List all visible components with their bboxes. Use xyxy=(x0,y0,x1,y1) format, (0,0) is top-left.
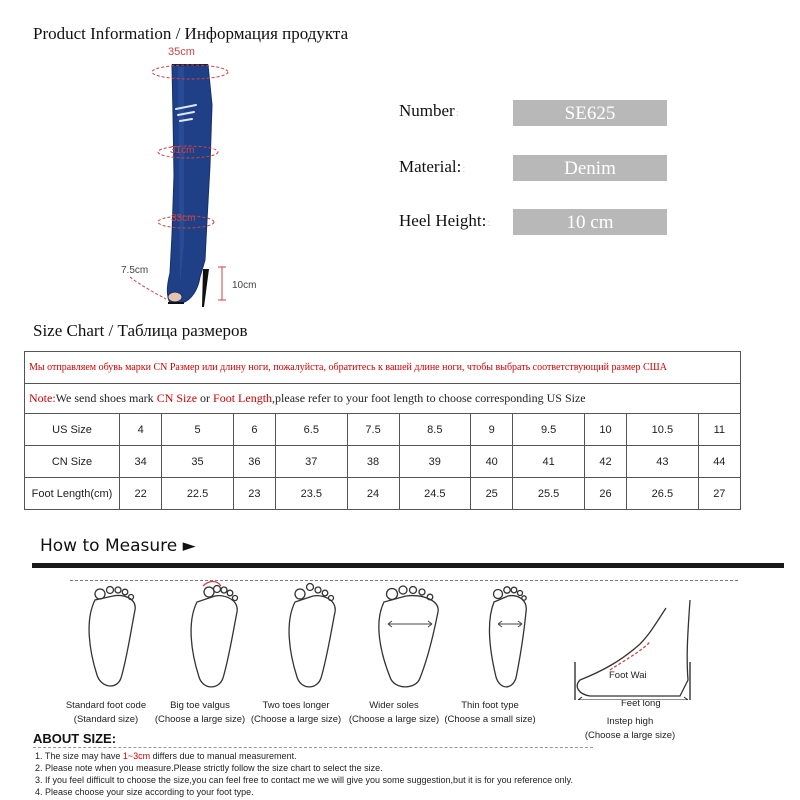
table-cell: 6.5 xyxy=(276,414,348,446)
table-cell: 39 xyxy=(399,446,471,478)
size-chart-title: Size Chart / Таблица размеров xyxy=(33,321,248,340)
measure-middle: 31cm xyxy=(170,145,195,156)
foot-wider-label: Wider soles (Choose a large size) xyxy=(348,700,440,725)
table-row-cn-size xyxy=(25,446,741,478)
foot-two-toes-icon xyxy=(289,584,335,687)
table-row-us-size xyxy=(25,414,741,446)
table-cell: 36 xyxy=(233,446,275,478)
table-cell: 25.5 xyxy=(513,478,585,510)
about-divider xyxy=(33,747,593,748)
table-cell: 24 xyxy=(347,478,399,510)
table-cell: 10 xyxy=(584,414,626,446)
table-cell: 6 xyxy=(233,414,275,446)
table-cell: 9.5 xyxy=(513,414,585,446)
row-header: US Size xyxy=(25,414,120,446)
table-cell: 8.5 xyxy=(399,414,471,446)
note-ru: Мы отправляем обувь марки CN Размер или длину ноги, пожалуйста, обратитесь к вашей длине ноги, чтобы выбрать соответствующий размер США xyxy=(25,352,741,384)
table-cell: 9 xyxy=(471,414,513,446)
spec-number-value: SE625 xyxy=(513,100,667,126)
table-cell: 11 xyxy=(698,414,740,446)
measure-heel: 10cm xyxy=(232,280,257,291)
instep-foot-wai: Foot Wai xyxy=(609,670,647,681)
measure-heel-foot: 7.5cm xyxy=(121,265,149,276)
product-info-title: Product Information / Информация продукта xyxy=(33,24,349,43)
foot-thin-label: Thin foot type (Choose a small size) xyxy=(444,700,536,725)
table-cell: 34 xyxy=(120,446,162,478)
table-cell: 43 xyxy=(627,446,699,478)
about-size-title: ABOUT SIZE: xyxy=(33,731,117,746)
table-cell: 40 xyxy=(471,446,513,478)
table-cell: 22.5 xyxy=(162,478,234,510)
foot-thin-icon xyxy=(490,587,527,687)
foot-valgus-icon xyxy=(191,582,237,687)
foot-instep-label: Instep high (Choose a large size) xyxy=(584,716,676,741)
foot-diagrams xyxy=(55,580,795,700)
about-item: 2. Please note when you measure.Please strictly follow the size chart to select the size. xyxy=(35,763,383,773)
table-row xyxy=(25,384,741,414)
measure-top: 35cm xyxy=(168,46,195,58)
measure-lower: 33cm xyxy=(171,213,196,224)
how-to-measure-title: How to Measure ► xyxy=(40,536,196,556)
foot-instep-icon xyxy=(575,600,690,700)
about-item: 3. If you feel difficult to choose the size,you can feel free to contact me we will give you some suggestion,but it is for you reference only. xyxy=(35,775,573,785)
note-en: Note:We send shoes mark CN Size or Foot Length,please refer to your foot length to choose corresponding US Size xyxy=(25,384,741,414)
foot-wider-icon xyxy=(379,586,438,687)
table-cell: 42 xyxy=(584,446,626,478)
about-item: 4. Please choose your size according to your foot type. xyxy=(35,787,254,797)
section-divider xyxy=(32,563,784,568)
table-cell: 22 xyxy=(120,478,162,510)
spec-heel-label: Heel Height:: xyxy=(399,211,491,230)
row-header: CN Size xyxy=(25,446,120,478)
table-cell: 23 xyxy=(233,478,275,510)
table-cell: 44 xyxy=(698,446,740,478)
foot-standard-icon xyxy=(89,587,135,686)
instep-feet-long: Feet long xyxy=(621,698,661,709)
spec-material-label: Material:: xyxy=(399,157,466,176)
row-header: Foot Length(cm) xyxy=(25,478,120,510)
table-cell: 38 xyxy=(347,446,399,478)
table-cell: 37 xyxy=(276,446,348,478)
table-cell: 27 xyxy=(698,478,740,510)
foot-standard-label: Standard foot code (Standard size) xyxy=(65,700,147,725)
table-cell: 26.5 xyxy=(627,478,699,510)
table-cell: 10.5 xyxy=(627,414,699,446)
table-cell: 26 xyxy=(584,478,626,510)
table-cell: 24.5 xyxy=(399,478,471,510)
table-cell: 25 xyxy=(471,478,513,510)
size-chart-table xyxy=(24,351,741,510)
table-row xyxy=(25,352,741,384)
spec-number-label: Number: xyxy=(399,101,459,120)
table-cell: 41 xyxy=(513,446,585,478)
about-item: 1. The size may have 1~3cm differs due to manual measurement. xyxy=(35,751,297,761)
spec-heel-value: 10 cm xyxy=(513,209,667,235)
table-row-foot-length xyxy=(25,478,741,510)
foot-valgus-label: Big toe valgus (Choose a large size) xyxy=(154,700,246,725)
table-cell: 7.5 xyxy=(347,414,399,446)
foot-two-toes-label: Two toes longer (Choose a large size) xyxy=(250,700,342,725)
table-cell: 23.5 xyxy=(276,478,348,510)
table-cell: 5 xyxy=(162,414,234,446)
table-cell: 35 xyxy=(162,446,234,478)
spec-material-value: Denim xyxy=(513,155,667,181)
table-cell: 4 xyxy=(120,414,162,446)
